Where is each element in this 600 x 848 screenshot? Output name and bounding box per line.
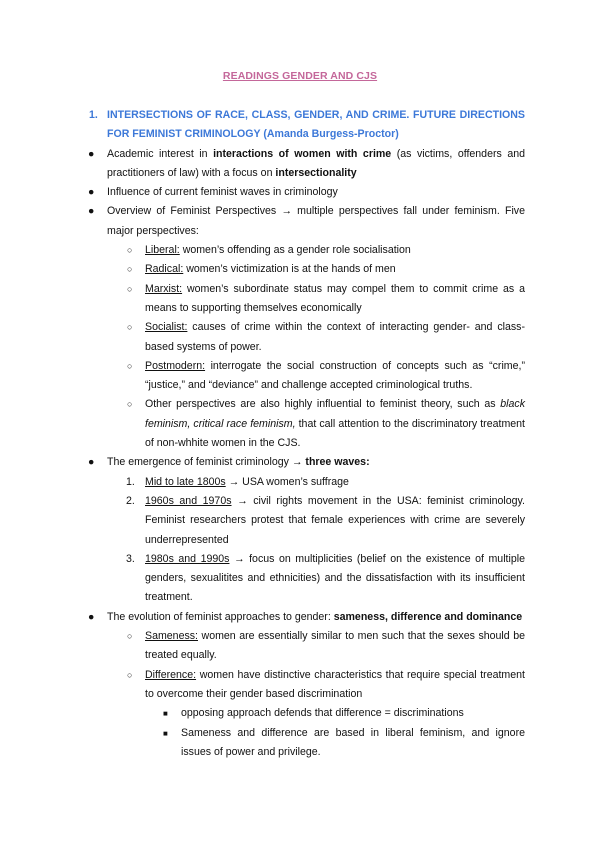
italic-span: black feminism, critical race feminism,: [145, 398, 525, 430]
term-span: Radical:: [145, 263, 184, 276]
wave-item-2: [126, 492, 526, 550]
text-span: → focus on multiplicities (belief on the existence of multiple genders, sexualitites and ethnicities) and the dissatisfaction with its insufficient treatment.: [145, 552, 525, 604]
term-span: Liberal:: [145, 244, 180, 257]
wave-item-3: [126, 550, 525, 608]
text-span: Influence of current feminist waves in criminology: [107, 186, 338, 199]
term-span: Sameness:: [145, 630, 198, 643]
text-span: opposing approach defends that difference = discriminations: [181, 707, 464, 720]
bullet-marker: ●: [88, 456, 95, 469]
bullet-evolution: [88, 608, 525, 627]
perspective-socialist: [127, 318, 525, 357]
text-span: interrogate the social construction of concepts such as “crime,” “justice,” and “deviance” and challenge accepted criminological truths.: [145, 359, 525, 392]
text-span: The evolution of feminist approaches to gender:: [107, 610, 334, 623]
term-span: Postmodern:: [145, 359, 206, 372]
text-span: Academic interest in: [107, 147, 214, 160]
bullet-emergence: [88, 453, 525, 472]
circle-marker: ○: [127, 322, 133, 333]
section-number: 1.: [89, 109, 98, 121]
document-content: [0, 106, 600, 762]
text-span: Sameness and difference are based in liberal feminism, and ignore issues of power and privilege.: [181, 726, 525, 758]
perspective-postmodern: [127, 357, 525, 396]
bullet-marker: ●: [88, 186, 95, 199]
text-span: that call attention to the discriminatory treatment of non-whhite women in the CJS.: [145, 417, 525, 450]
text-span: women are essentially similar to men such that the sexes should be treated equally.: [145, 630, 525, 662]
number-marker: 2.: [126, 494, 135, 507]
text-span: → civil rights movement in the USA: feminist criminology. Feminist researchers protest that female experiences with crime are severely underrepresented: [145, 494, 526, 546]
approach-difference: [127, 666, 525, 705]
bullet-academic-interest: [88, 145, 525, 184]
perspective-other: [127, 395, 525, 453]
circle-marker: ○: [127, 283, 133, 294]
text-span: Overview of Feminist Perspectives → multiple perspectives fall under feminism. Five major perspectives:: [107, 205, 525, 237]
term-span: 1980s and 1990s: [145, 552, 230, 565]
text-span: women’s subordinate status may compel them to commit crime as a means to supporting themselves economically: [145, 282, 525, 314]
approach-sameness: [127, 627, 525, 666]
difference-point-2: [163, 724, 525, 763]
circle-marker: ○: [127, 669, 133, 680]
circle-marker: ○: [127, 245, 133, 256]
perspective-marxist: [127, 280, 525, 319]
text-span: causes of crime within the context of interacting gender- and class-based systems of power.: [145, 321, 525, 353]
circle-marker: ○: [127, 399, 133, 410]
circle-marker: ○: [127, 631, 133, 642]
bold-span: three waves:: [305, 456, 370, 469]
circle-marker: ○: [127, 360, 133, 371]
term-span: 1960s and 1970s: [145, 494, 232, 507]
bold-span: intersectionality: [275, 166, 357, 179]
perspective-radical: [127, 260, 525, 279]
text-span: women’s offending as a gender role socialisation: [179, 244, 411, 257]
perspective-liberal: [127, 241, 525, 260]
bullet-marker: ●: [88, 610, 95, 623]
text-span: → USA women’s suffrage: [225, 475, 349, 488]
term-span: Marxist:: [145, 282, 183, 295]
circle-marker: ○: [127, 264, 133, 275]
wave-item-1: [126, 473, 525, 492]
number-marker: 3.: [126, 552, 135, 565]
section-heading-text: INTERSECTIONS OF RACE, CLASS, GENDER, AND CRIME. FUTURE DIRECTIONS FOR FEMINIST CRIMINOLOGY (Amanda Burgess-Proctor): [107, 109, 525, 141]
bullet-waves-influence: [88, 183, 525, 202]
term-span: Socialist:: [145, 321, 188, 334]
document-title: READINGS GENDER AND CJS: [222, 70, 378, 82]
bold-span: sameness, difference and dominance: [333, 610, 523, 623]
bullet-marker: ●: [88, 147, 95, 160]
square-marker: ■: [163, 728, 168, 738]
bullet-overview: [88, 202, 525, 241]
text-span: women have distinctive characteristics that require special treatment to overcome their gender based discrimination: [145, 668, 525, 700]
bullet-marker: ●: [88, 205, 95, 218]
text-span: The emergence of feminist criminology →: [107, 456, 306, 469]
text-span: women’s victimization is at the hands of men: [183, 263, 396, 276]
text-span: Other perspectives are also highly influential to feminist theory, such as: [145, 398, 501, 411]
section-heading: [89, 106, 525, 145]
difference-point-1: [163, 704, 525, 723]
square-marker: ■: [163, 709, 168, 719]
number-marker: 1.: [126, 475, 135, 488]
term-span: Mid to late 1800s: [145, 475, 226, 488]
term-span: Difference:: [145, 668, 197, 681]
text-span: (as victims, offenders and practitioners of law) with a focus on: [107, 147, 525, 179]
bold-span: interactions of women with crime: [213, 147, 392, 160]
